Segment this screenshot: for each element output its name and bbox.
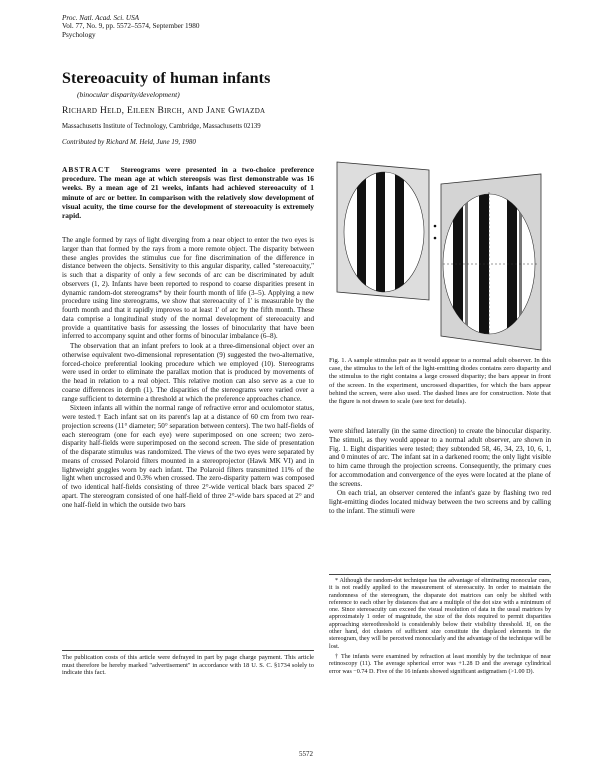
figure-caption: Fig. 1. A sample stimulus pair as it would appear to a normal adult observer. In this case, the stimulus to the left of the light-emitting diodes contains zero disparity and the stimulus to the right contains a large crossed disparity; the bars appear in front of the screen. In the experiment, uncrossed disparities, for which the bars appear behind the screen, were also used. The dashed lines are for construction. Note that the figure is not drawn to scale (see text for details). (329, 357, 551, 406)
left-column-body (62, 236, 314, 510)
volume-info: Vol. 77, No. 9, pp. 5572–5574, September 1980 (62, 22, 200, 31)
footnotes-right (329, 578, 551, 679)
left-stimulus-bars (357, 164, 404, 304)
paper-subtitle: (binocular disparity/development) (77, 90, 180, 99)
footnote: † The infants were examined by refraction at least monthly by the technique of near retinoscopy (11). The average spherical error was +1.28 D and the average cylindrical error was −0.74 D. Five of the 16 infants showed significant astigmatism (>1.00 D). (329, 653, 551, 675)
contributed-text: Contributed by Richard M. Held, June 19, 1980 (62, 138, 196, 146)
right-column-body (329, 427, 551, 517)
body-paragraph: were shifted laterally (in the same direction) to create the binocular disparity. The stimuli, as they would appear to a normal adult observer, are shown in Fig. 1. Eight disparities were tested; they subtended 58, 46, 34, 23, 10, 6, 1, and 0 minutes of arc. The infant sat in a darkened room; the only light visible to him came through the projection screens. Consequently, the primary cues for accommodation and convergence of the eyes were located at the plane of the screens. (329, 427, 551, 488)
footnote-left: The publication costs of this article were defrayed in part by page charge payment. This article must therefore be hereby marked "advertisement" in accordance with 18 U. S. C. §1734 solely to indicate this fact. (62, 654, 314, 677)
body-paragraph: The angle formed by rays of light diverging from a near object to enter the two eyes is larger than that formed by the rays from a more remote object. The disparity between these angles provides the stimulus cue for fine discrimination of the difference in distance between the objects. Sensitivity to this angular disparity, called "stereoacuity," is such that a disparity of only a few seconds of arc can be discriminated by adult observers (1, 2). Infants have been reported to respond to coarse disparities present in dynamic random-dot stereograms* by their fourth month of life (3–5). Applying a new procedure using line stereograms, we show that stereoacuity of 1' is measurable by the fourth month and that it rapidly improves to at least 1' of arc by the fifth month. These data comprise a longitudinal study of the normal development of stereoacuity and provide a quantitative basis for assessing the losses of binocularity that have been inferred to accompany squint and other forms of binocular imbalance (6–8). (62, 236, 314, 341)
led-indicator (434, 237, 437, 240)
footnote: * Although the random-dot technique has the advantage of eliminating monocular cues, it is not readily applied to the measurement of stereoacuity. In order to maintain the randomness of the stereogram, the disparate dot matrices can only be shifted with reference to each other by distances that are a multiple of the dot size with a minimum of one. Since stereoacuity can exceed the visual resolution of data in the usual matrices by approximately 1 order of magnitude, the size of the dots required to permit disparities approaching stereothreshold is considerably below their visibility threshold. If, on the other hand, dot clusters of sufficient size constitute the displaced elements in the stereogram, they will be perceived monocularly and the advantage of the technique will be lost. (329, 578, 551, 650)
journal-name: Proc. Natl. Acad. Sci. USA (62, 14, 140, 22)
contributed-line (62, 138, 196, 146)
body-paragraph: Sixteen infants all within the normal range of refractive error and oculomotor status, were tested.† Each infant sat on its parent's lap at a distance of 60 cm from two rear-projection screens (11° diameter; 50° separation between centers). The two half-fields of each stereogram (one for each eye) were superimposed on one screen; two zero-disparity half-fields were superimposed on the second screen. The side of presentation of the disparate stimulus was randomized. The views of the two eyes were separated by means of crossed Polaroid filters mounted in a stereoprojector (Hawk MK VI) and in lightweight goggles worn by each infant. The Polaroid filters transmitted 11% of the light when uncrossed and 0.3% when crossed. The zero-disparity pattern was composed of two identical half-fields consisting of three 2°-wide vertical black bars spaced 2° apart. The stereogram consisted of one half-field of three 2°-wide bars spaced at 2° and one half-field in which the outside two bars (62, 404, 314, 509)
section-label: Psychology (62, 30, 96, 39)
footnote-divider-right (329, 574, 551, 575)
affiliation: Massachusetts Institute of Technology, Cambridge, Massachusetts 02139 (62, 123, 261, 130)
abstract-text: Stereograms were presented in a two-choice preference procedure. The mean age at which stereopsis was first demonstrable was 16 weeks. By a mean age of 21 weeks, infants had achieved stereoacuity of 1 minute of arc or better. In comparison with the relatively slow development of visual acuity, the time course for the development of stereoacuity is extremely rapid. (62, 165, 314, 221)
body-paragraph: On each trial, an observer centered the infant's gaze by flashing two red light-emitting diodes located midway between the two screens and by calling to the infant. The stimuli were (329, 489, 551, 515)
paper-title: Stereoacuity of human infants (62, 70, 271, 87)
running-header (62, 14, 199, 39)
author-names: Richard Held, Eileen Birch, and Jane Gwiazda (62, 106, 266, 116)
figure-1-stimulus (329, 154, 549, 352)
author-list (62, 106, 265, 116)
footnote-divider-left (62, 650, 314, 651)
page-number: 5572 (299, 750, 313, 758)
led-indicator (434, 225, 437, 228)
abstract (62, 165, 314, 220)
body-paragraph: The observation that an infant prefers to look at a three-dimensional object over an otherwise equivalent two-dimensional representation (9) suggested the two-alternative, forced-choice preferential looking procedure which we employed (10). Stereograms were used in order to eliminate the parallax motion that is produced by movements of the head in relation to a real object. This relative motion can also serve as a cue to coarse differences in depth (1). The disparities of the stereograms were varied over a range sufficient to determine a threshold at which the preference approaches chance. (62, 342, 314, 403)
abstract-label: ABSTRACT (62, 165, 111, 174)
